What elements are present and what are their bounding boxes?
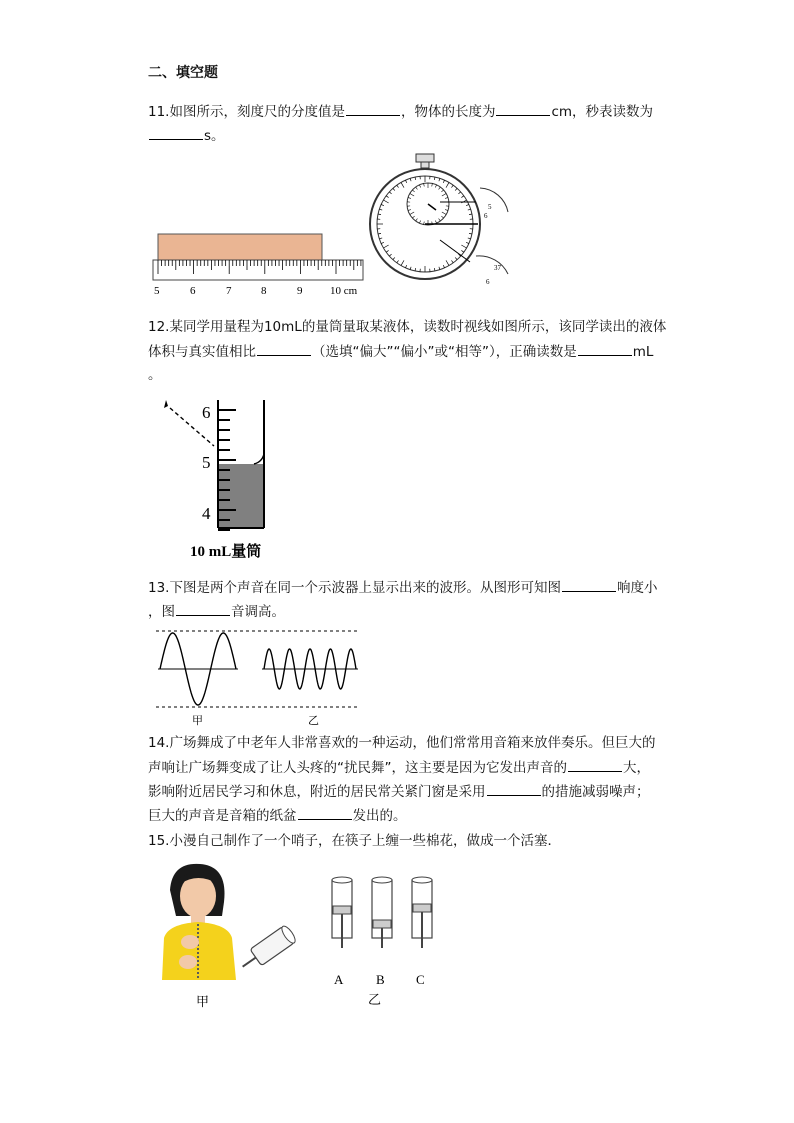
- measured-object: [158, 234, 322, 260]
- q12-text-a: 体积与真实值相比: [148, 344, 256, 360]
- tube-label-a: A: [334, 972, 344, 987]
- cylinder-label-6: 6: [202, 403, 211, 422]
- label-yi: 乙: [368, 992, 382, 1007]
- q14-blank-1[interactable]: [568, 756, 622, 772]
- q13-text-d: 音调高。: [231, 604, 285, 620]
- girl-cardigan: [162, 922, 236, 980]
- q13-text-c: ，图: [148, 604, 175, 620]
- minute-detail-label-5: 5: [488, 203, 492, 211]
- tube-label-b: B: [376, 972, 385, 987]
- cylinder-caption: 10 mL量筒: [190, 544, 262, 560]
- waveform-label-yi: 乙: [308, 715, 319, 726]
- graduated-cylinder-figure: [150, 396, 290, 566]
- q14-blank-2[interactable]: [487, 780, 541, 796]
- q11-text-4: s。: [204, 128, 225, 144]
- q12-line3: 。: [148, 367, 162, 383]
- q13-line1: [148, 576, 657, 599]
- q11-text-3: cm，秒表读数为: [551, 104, 654, 120]
- q12-text-b: （选填“偏大”“偏小”或“相等”），正确读数是: [312, 344, 577, 360]
- q13-text-a: 13.下图是两个声音在同一个示波器上显示出来的波形。从图形可知图: [148, 580, 561, 596]
- q14-text-c: 影响附近居民学习和休息，附近的居民常关紧门窗是采用: [148, 784, 486, 800]
- q12-line2: [148, 340, 653, 363]
- q14-line4: [148, 804, 407, 827]
- girl-hand-upper: [181, 935, 199, 949]
- q14-line1: 14.广场舞成了中老年人非常喜欢的一种运动，他们常常用音箱来放伴奏乐。但巨大的: [148, 735, 656, 751]
- q13-line2: [148, 600, 285, 623]
- minute-detail-label-6: 6: [484, 212, 488, 220]
- stopwatch-stem: [421, 162, 429, 168]
- ruler-label-7: 7: [226, 285, 232, 297]
- waveform-label-jia: 甲: [192, 715, 203, 726]
- q15-line1: 15.小漫自己制作了一个哨子，在筷子上缠一些棉花，做成一个活塞．: [148, 833, 561, 849]
- q11-blank-3[interactable]: [149, 124, 203, 140]
- girl-hand-lower: [179, 955, 197, 969]
- meniscus: [254, 454, 264, 464]
- q14-text-e: 巨大的声音是音箱的纸盆: [148, 808, 297, 824]
- stopwatch-figure: [368, 152, 518, 300]
- q14-text-f: 发出的。: [352, 808, 407, 824]
- q14-line3: [148, 780, 650, 803]
- q13-blank-1[interactable]: [562, 576, 616, 592]
- liquid: [218, 464, 264, 528]
- second-detail-label-6: 6: [486, 278, 490, 286]
- q11-line2: [148, 124, 225, 147]
- waveform-figure: [150, 626, 362, 726]
- q13-text-b: 响度小: [616, 580, 658, 596]
- q14-text-d: 的措施减弱噪声；: [541, 784, 650, 800]
- whistle-tube-icon: [237, 924, 298, 975]
- q12-blank-2[interactable]: [578, 340, 632, 356]
- cylinder-label-5: 5: [202, 453, 211, 472]
- q12-line1: 12.某同学用量程为10mL的量筒量取某液体，读数时视线如图所示，该同学读出的液体: [148, 319, 667, 335]
- tube-a: [332, 877, 352, 948]
- ruler-label-5: 5: [154, 285, 160, 297]
- q14-line2: [148, 756, 650, 779]
- section-title: 二、填空题: [148, 65, 218, 81]
- ruler-label-9: 9: [297, 285, 303, 297]
- whistle-tubes-figure: [328, 874, 442, 1010]
- second-detail-arc: [476, 256, 508, 274]
- q11-text-1: 11.如图所示，刻度尺的分度值是: [148, 104, 345, 120]
- minute-detail-arc: [480, 188, 508, 212]
- tube-c: [412, 877, 432, 948]
- q11-blank-1[interactable]: [346, 100, 400, 116]
- q14-text-a: 声响让广场舞变成了让人头疼的“扰民舞”，这主要是因为它发出声音的: [148, 760, 567, 776]
- q12-blank-1[interactable]: [257, 340, 311, 356]
- q14-text-b: 大，: [623, 760, 650, 776]
- q11-blank-2[interactable]: [496, 100, 550, 116]
- ruler-figure: [150, 232, 368, 300]
- ruler-label-8: 8: [261, 285, 267, 297]
- label-jia: 甲: [196, 994, 210, 1009]
- second-detail-label-37: 37: [494, 264, 501, 272]
- tube-label-c: C: [416, 972, 425, 987]
- ruler-label-6: 6: [190, 285, 196, 297]
- q11-line1: [148, 100, 653, 123]
- q12-text-c: mL: [632, 344, 654, 360]
- tube-b: [372, 877, 392, 948]
- q13-blank-2[interactable]: [176, 600, 230, 616]
- ruler-label-10cm: 10 cm: [330, 285, 358, 297]
- stopwatch-crown: [416, 154, 434, 162]
- cylinder-label-4: 4: [202, 504, 211, 523]
- q11-text-2: ，物体的长度为: [400, 104, 496, 120]
- eye-icon: [164, 400, 168, 408]
- girl-with-whistle-figure: [158, 858, 300, 1010]
- q14-blank-3[interactable]: [298, 804, 352, 820]
